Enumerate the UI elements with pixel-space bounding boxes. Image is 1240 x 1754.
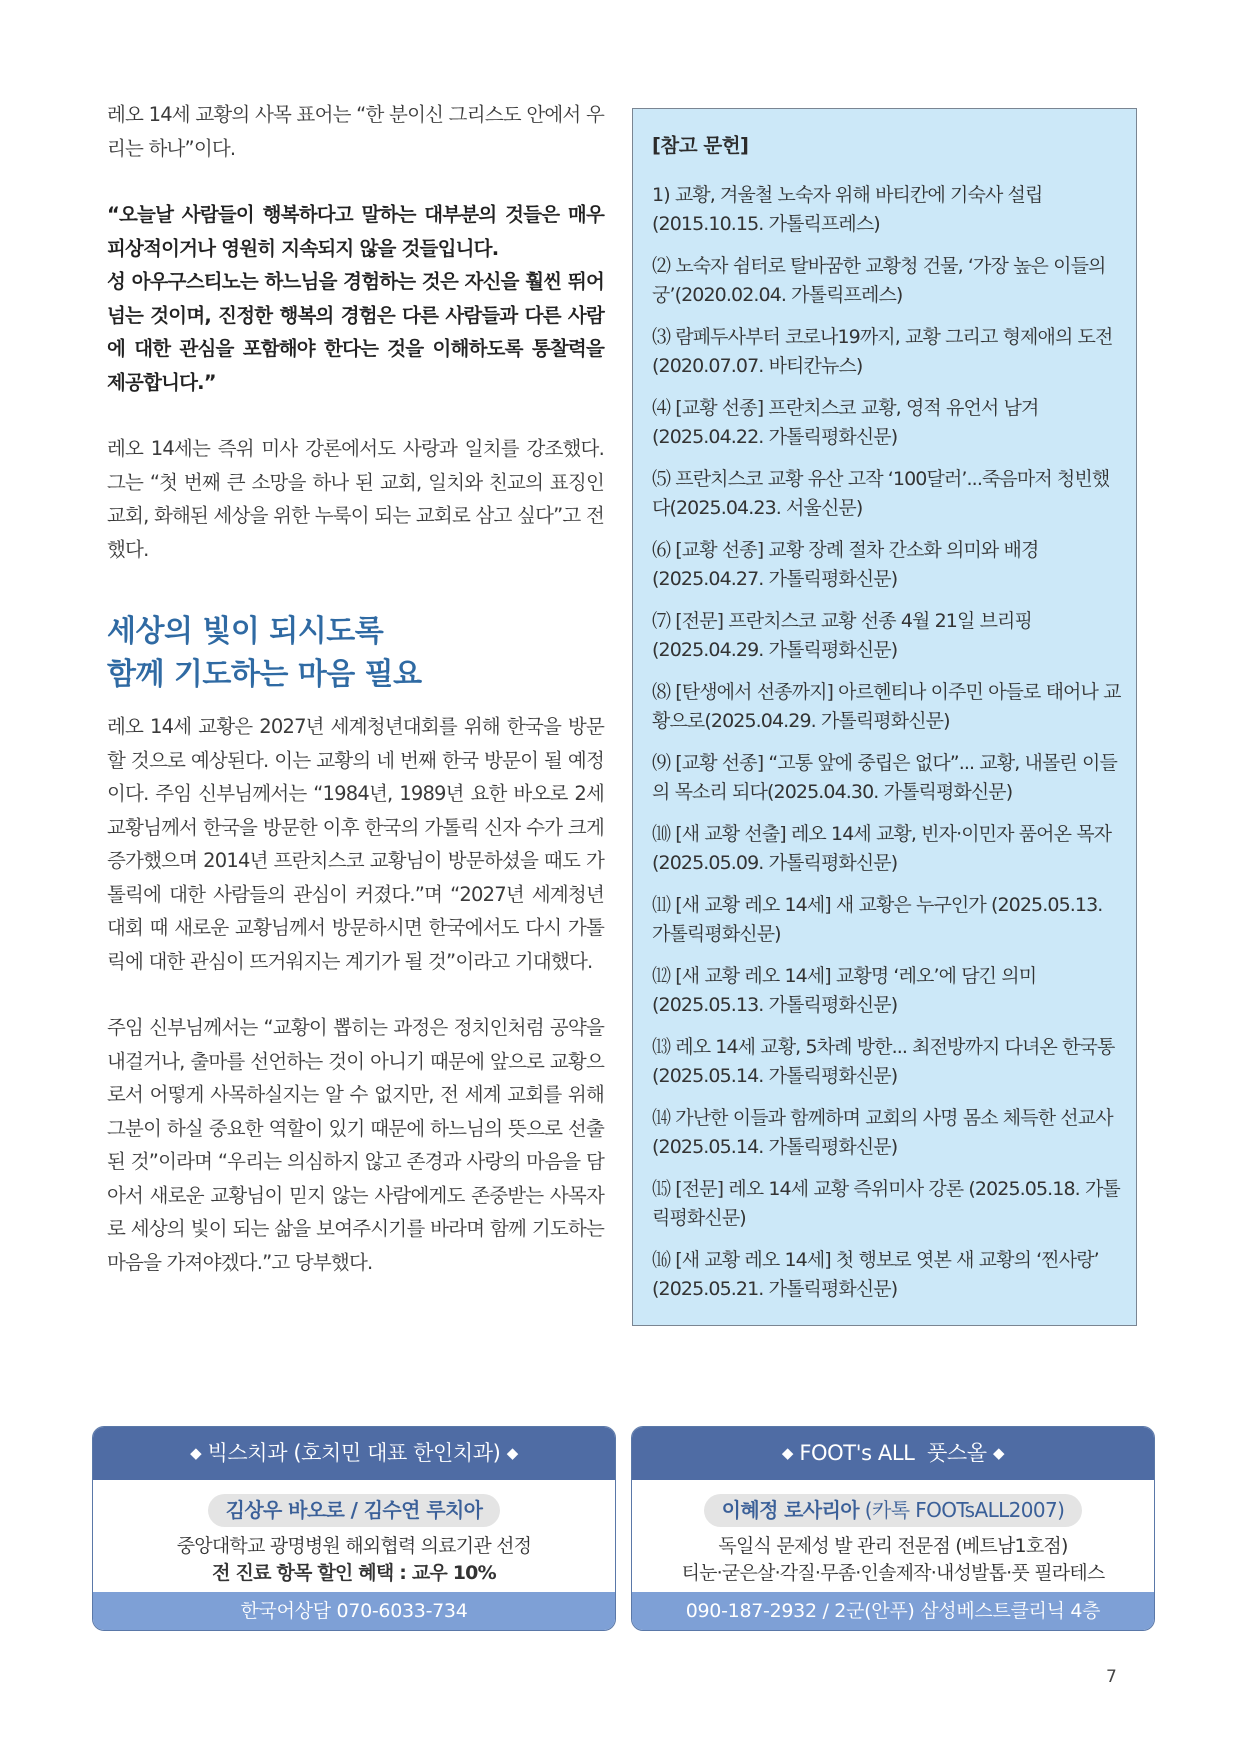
ad-discount-line: 전 진료 항목 할인 혜택 : 교우 10% [212,1562,496,1584]
ad-header-title: FOOT's ALL 풋스올 [799,1441,987,1465]
reference-item: ⑹ [교황 선종] 교황 장례 절차 간소화 의미와 배경 (2025.04.27. 가톨릭평화신문) [652,539,1039,590]
ad-kakao-id: (카톡 FOOTsALL2007) [859,1498,1065,1522]
reference-item: ⑾ [새 교황 레오 14세] 새 교황은 누구인가 (2025.05.13. 가톨릭평화신문) [652,894,1103,945]
ad-header-title: 빅스치과 (호치민 대표 한인치과) [207,1441,501,1465]
ad-header [632,1427,1154,1480]
ad-foot-clinic [631,1426,1155,1631]
references-title: [참고 문헌] [652,134,749,157]
reference-item: ⑼ [교황 선종] “고통 앞에 중립은 없다”... 교황, 내몰린 이들의 목소리 되다(2025.04.30. 가톨릭평화신문) [652,752,1117,803]
reference-item: 1) 교황, 겨울철 노숙자 위해 바티칸에 기숙사 설립 (2015.10.15. 가톨릭프레스) [652,184,1043,235]
ad-contact-name: 김상우 바오로 / 김수연 루치아 [208,1494,501,1527]
reference-item: ⑽ [새 교황 선출] 레오 14세 교황, 빈자·이민자 품어온 목자 (2025.05.09. 가톨릭평화신문) [652,823,1112,874]
references-box [632,108,1137,1326]
ad-header [93,1427,615,1480]
paragraph-visit: 레오 14세 교황은 2027년 세계청년대회를 위해 한국을 방문할 것으로 예상된다. 이는 교황의 네 번째 한국 방문이 될 예정이다. 주임 신부님께서는 “1984년, 1989년 요한 바오로 2세 교황님께서 한국을 방문한 이후 한국의 가톨릭 신자 수가 크게 증가했으며 2014년 프란치스코 교황님이 방문하셨을 때도 가톨릭에 대한 사람들의 관심이 커졌다.”며 “2027년 세계청년대회 때 새로운 교황님께서 방문하시면 한국에서도 다시 가톨릭에 대한 관심이 뜨거워지는 계기가 될 것”이라고 기대했다. [107,715,604,973]
reference-item: ⒁ 가난한 이들과 함께하며 교회의 사명 몸소 체득한 선교사(2025.05.14. 가톨릭평화신문) [652,1107,1113,1158]
ad-footer-address: 090-187-2932 / 2군(안푸) 삼성베스트클리닉 4층 [632,1592,1154,1630]
article-column [107,98,604,1279]
page-number: 7 [1106,1667,1117,1687]
ad-dental-clinic [92,1426,616,1631]
reference-item: ⑸ 프란치스코 교황 유산 고작 ‘100달러’...죽음마저 청빈했다(2025.04.23. 서울신문) [652,468,1110,519]
diamond-icon: ◆ [992,1444,1005,1462]
ad-line: 중앙대학교 광명병원 해외협력 의료기관 선정 [176,1535,532,1557]
ad-body [93,1480,615,1587]
ad-services-line: 티눈·굳은살·각질·무좀·인솔제작·내성발톱·풋 필라테스 [681,1562,1105,1584]
reference-item: ⑶ 람페두사부터 코로나19까지, 교황 그리고 형제애의 도전 (2020.07.07. 바티칸뉴스) [652,326,1113,377]
reference-item: ⑻ [탄생에서 선종까지] 아르헨티나 이주민 아들로 태어나 교황으로(2025.04.29. 가톨릭평화신문) [652,681,1121,732]
ad-contact-person: 이혜정 로사리아 [721,1498,860,1522]
reference-item: ⑺ [전문] 프란치스코 교황 선종 4월 21일 브리핑 (2025.04.29. 가톨릭평화신문) [652,610,1032,661]
references-list [652,181,1122,1304]
paragraph-homily: 레오 14세는 즉위 미사 강론에서도 사랑과 일치를 강조했다. 그는 “첫 번째 큰 소망을 하나 된 교회, 일치와 친교의 표징인 교회, 화해된 세상을 위한 누룩이 되는 교회로 삼고 싶다”고 전했다. [107,437,604,561]
paragraph-prayer: 주임 신부님께서는 “교황이 뽑히는 과정은 정치인처럼 공약을 내걸거나, 출마를 선언하는 것이 아니기 때문에 앞으로 교황으로서 어떻게 사목하실지는 알 수 없지만, 전 세계 교회를 위해 그분이 하실 중요한 역할이 있기 때문에 하느님의 뜻으로 선출된 것”이라며 “우리는 의심하지 않고 존경과 사랑의 마음을 담아서 새로운 교황님이 믿지 않는 사람에게도 존중받는 사목자로 세상의 빛이 되는 삶을 보여주시기를 바라며 함께 기도하는 마음을 가져야겠다.”고 당부했다. [107,1016,604,1274]
section-heading: 세상의 빛이 되시도록 함께 기도하는 마음 필요 [107,614,422,692]
paragraph-motto: 레오 14세 교황의 사목 표어는 “한 분이신 그리스도 안에서 우리는 하나”이다. [107,103,604,160]
reference-item: ⒃ [새 교황 레오 14세] 첫 행보로 엿본 새 교황의 ‘찐사랑’ (2025.05.21. 가톨릭평화신문) [652,1249,1099,1300]
reference-item: ⒂ [전문] 레오 14세 교황 즉위미사 강론 (2025.05.18. 가톨릭평화신문) [652,1178,1120,1229]
ad-footer-phone: 한국어상담 070-6033-734 [93,1592,615,1630]
reference-item: ⑷ [교황 선종] 프란치스코 교황, 영적 유언서 남겨 (2025.04.22. 가톨릭평화신문) [652,397,1039,448]
ad-contact-name [704,1494,1083,1527]
reference-item: ⒀ 레오 14세 교황, 5차례 방한... 최전방까지 다녀온 한국통(2025.05.14. 가톨릭평화신문) [652,1036,1115,1087]
reference-item: ⑿ [새 교황 레오 14세] 교황명 ‘레오’에 담긴 의미 (2025.05.13. 가톨릭평화신문) [652,965,1037,1016]
ad-body [632,1480,1154,1587]
diamond-icon: ◆ [506,1444,518,1462]
diamond-icon: ◆ [781,1444,794,1462]
diamond-icon: ◆ [190,1444,202,1462]
ad-line: 독일식 문제성 발 관리 전문점 (베트남1호점) [718,1535,1068,1557]
quote-paragraph: “오늘날 사람들이 행복하다고 말하는 대부분의 것들은 매우 피상적이거나 영원히 지속되지 않을 것들입니다. 성 아우구스티노는 하느님을 경험하는 것은 자신을 훨씬 뛰어넘는 것이며, 진정한 행복의 경험은 다른 사람들과 다른 사람에 대한 관심을 포함해야 한다는 것을 이해하도록 통찰력을 제공합니다.” [107,203,604,394]
reference-item: ⑵ 노숙자 쉼터로 탈바꿈한 교황청 건물, ‘가장 높은 이들의 궁’(2020.02.04. 가톨릭프레스) [652,255,1106,306]
